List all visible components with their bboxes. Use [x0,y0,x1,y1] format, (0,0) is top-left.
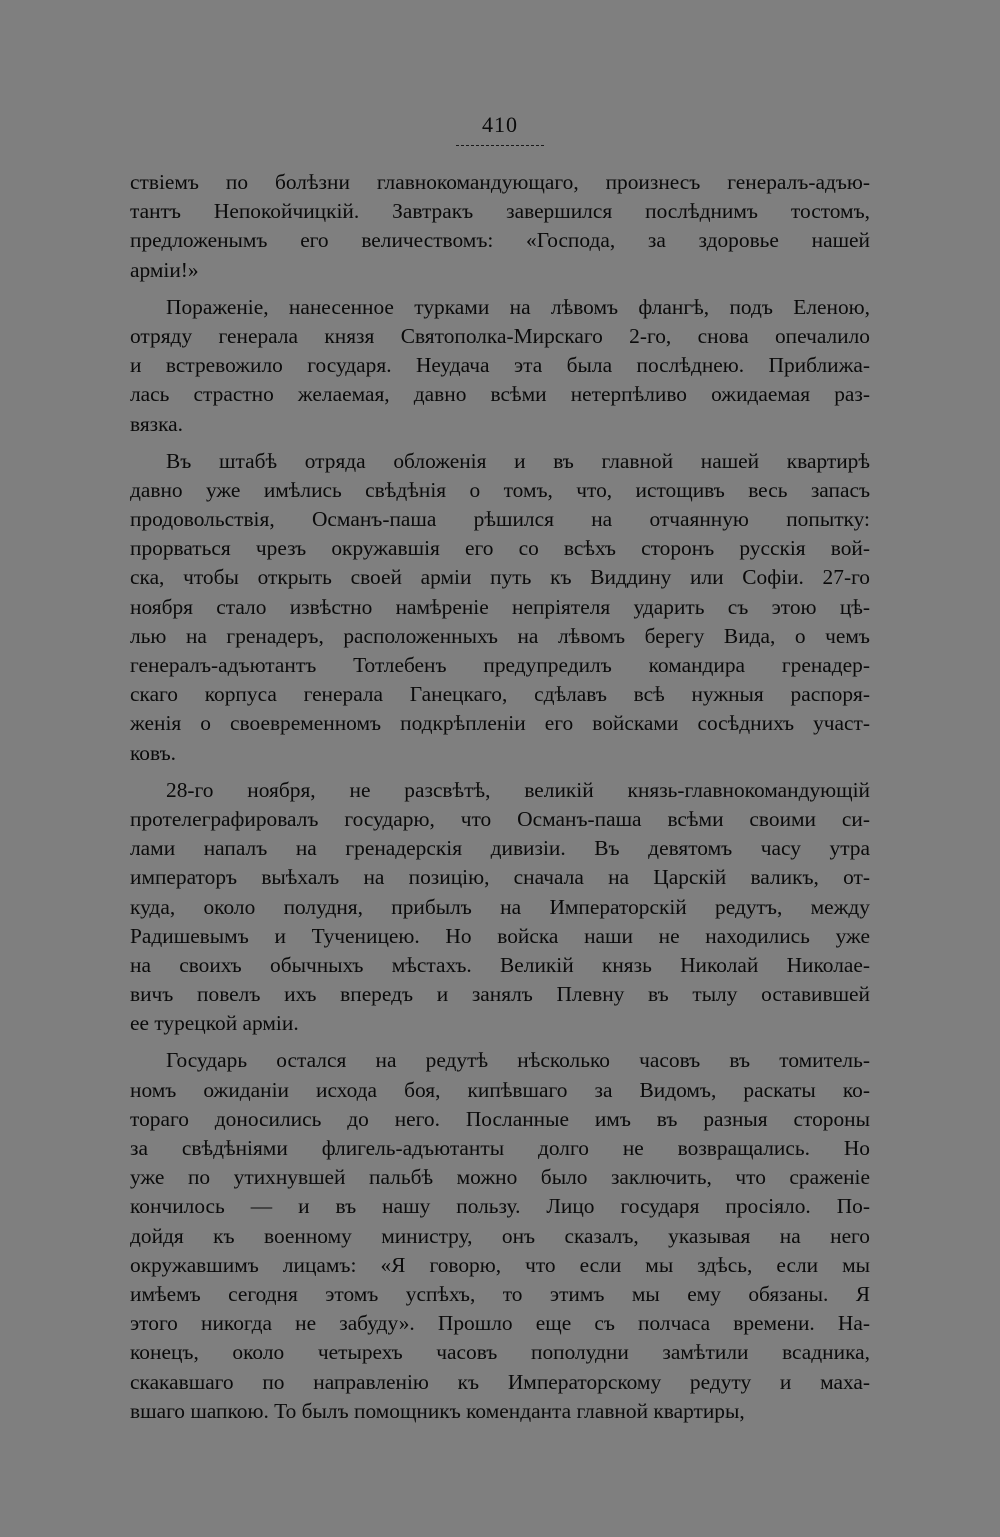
text-line: Государь остался на редутѣ нѣсколько часовъ въ томитель- [166,1048,870,1073]
text-line: предложенымъ его величествомъ: «Господа, за здоровье нашей [130,228,870,253]
text-line: имѣемъ сегодня этомъ успѣхъ, то этимъ мы ему обязаны. Я [130,1281,870,1306]
text-line: уже по утихнувшей пальбѣ можно было заключить, что сраженіе [130,1165,870,1190]
text-line: ска, чтобы открыть своей арміи путь къ Виддину или Софіи. 27-го [130,565,870,590]
text-line: скакавшаго по направленію къ Императорскому редуту и маха- [130,1369,870,1394]
text-line: лами напалъ на гренадерскія дивизіи. Въ девятомъ часу утра [130,836,870,861]
text-line: генералъ-адъютантъ Тотлебенъ предупредилъ командира гренадер- [130,653,870,677]
text-line: отряду генерала князя Святополка-Мирскаго 2-го, снова опечалило [130,323,870,348]
text-line: дойдя къ военному министру, онъ сказалъ, указывая на него [130,1223,870,1248]
paragraph [130,447,870,768]
text-line: вшаго шапкою. То былъ помощникъ коменданта главной квартиры, [130,1398,745,1423]
text-line: Пораженіе, нанесенное турками на лѣвомъ флангѣ, подъ Еленою, [166,294,870,319]
text-line: скаго корпуса генерала Ганецкаго, сдѣлавъ всѣ нужныя распоря- [130,682,870,707]
text-line: номъ ожиданіи исхода боя, кипѣвшаго за Видомъ, раскаты ко- [130,1077,870,1102]
text-line: окружавшимъ лицамъ: «Я говорю, что если мы здѣсь, если мы [130,1252,870,1277]
paragraph [130,1046,870,1425]
text-line: конецъ, около четырехъ часовъ пополудни замѣтили всадника, [130,1340,870,1365]
paragraph [130,776,870,1039]
text-line: ее турецкой арміи. [130,1011,299,1036]
text-line: 28-го ноября, не разсвѣтѣ, великій князь-главнокомандующій [166,777,870,802]
text-line: протелеграфировалъ государю, что Османъ-паша всѣми своими си- [130,806,870,831]
text-line: куда, около полудня, прибылъ на Императорскій редутъ, между [130,894,870,919]
text-line: Радишевымъ и Тученицею. Но войска наши не находились уже [130,923,870,948]
body-text [130,168,870,1434]
text-line: женія о своевременномъ подкрѣпленіи его войсками сосѣднихъ участ- [130,711,870,736]
text-line: императоръ выѣхалъ на позицію, сначала на Царскій валикъ, от- [130,865,870,890]
page-number: 410 [482,112,518,137]
text-line: лась страстно желаемая, давно всѣми нетерпѣливо ожидаемая раз- [130,382,870,407]
text-line: кончилось — и въ нашу пользу. Лицо государя просіяло. По- [130,1194,870,1219]
text-line: ковъ. [130,740,176,765]
text-line: арміи!» [130,257,199,282]
text-line: за свѣдѣніями флигель-адъютанты долго не возвращались. Но [130,1136,870,1160]
text-line: продовольствія, Османъ-паша рѣшился на отчаянную попытку: [130,507,870,532]
paragraph [130,293,870,439]
text-line: Въ штабѣ отряда обложенія и въ главной нашей квартирѣ [166,448,870,473]
text-line: тораго доносились до него. Посланные имъ въ разныя стороны [130,1106,870,1131]
text-line: давно уже имѣлись свѣдѣнія о томъ, что, истощивъ весь запасъ [130,477,870,502]
paragraph [130,168,870,285]
page-number-rule [456,145,544,146]
text-line: на своихъ обычныхъ мѣстахъ. Великій князь Николай Николае- [130,952,870,977]
text-line: вязка. [130,411,184,436]
text-line: и встревожило государя. Неудача эта была послѣднею. Приближа- [130,353,870,378]
text-line: этого никогда не забуду». Прошло еще съ полчаса времени. На- [130,1311,870,1336]
text-line: прорваться чрезъ окружавшія его со всѣхъ сторонъ русскія вой- [130,536,870,561]
text-line: вичъ повелъ ихъ впередъ и занялъ Плевну въ тылу оставившей [130,982,870,1007]
text-line: лью на гренадеръ, расположенныхъ на лѣвомъ берегу Вида, о чемъ [130,623,870,648]
text-line: тантъ Непокойчицкій. Завтракъ завершился послѣднимъ тостомъ, [130,199,870,224]
text-line: ствіемъ по болѣзни главнокомандующаго, произнесъ генералъ-адъю- [130,170,870,194]
text-line: ноября стало извѣстно намѣреніе непріятеля ударить съ этою цѣ- [130,594,870,619]
